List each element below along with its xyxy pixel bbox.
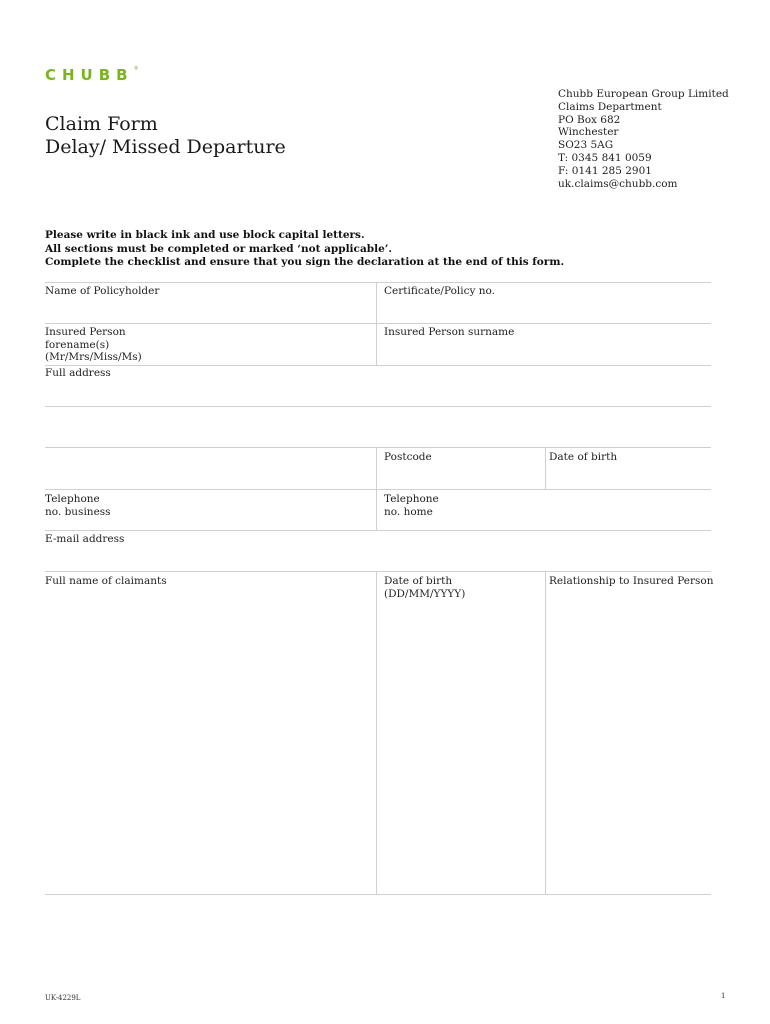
address-department: Claims Department [558, 100, 662, 113]
address-city: Winchester [558, 126, 619, 139]
label-postcode: Postcode [384, 451, 432, 463]
divider-claimants-2 [545, 571, 546, 894]
address-po-box: PO Box 682 [558, 113, 621, 126]
postcode-field[interactable] [384, 465, 544, 488]
address-postcode: SO23 5AG [558, 139, 614, 152]
certificate-no-field[interactable] [384, 299, 710, 322]
label-email: E-mail address [45, 533, 125, 545]
claimants-name-field[interactable] [45, 600, 375, 893]
rule-row-3 [45, 365, 711, 366]
form-code: UK-4229L [45, 994, 81, 1002]
date-of-birth-field[interactable] [549, 465, 710, 488]
rule-row-9 [45, 894, 711, 895]
instructions [45, 229, 564, 270]
page-number: 1 [721, 992, 726, 1000]
label-tel-home: Telephone no. home [384, 493, 439, 518]
rule-row-8 [45, 571, 711, 572]
divider-claimants-1 [376, 571, 377, 894]
email-field[interactable] [130, 531, 710, 570]
title-line-1: Claim Form [45, 113, 158, 135]
tel-home-field[interactable] [440, 490, 710, 529]
divider-policyholder [376, 282, 377, 365]
instruction-line-1: Please write in black ink and use block capital letters. [45, 229, 365, 241]
rule-row-2 [45, 323, 711, 324]
instruction-line-3: Complete the checklist and ensure that you sign the declaration at the end of this form. [45, 256, 565, 268]
insured-forename-field[interactable] [160, 326, 375, 364]
insured-surname-field[interactable] [384, 340, 710, 364]
label-date-of-birth: Date of birth [549, 451, 618, 463]
claimants-dob-field[interactable] [384, 612, 544, 893]
label-tel-business: Telephone no. business [45, 493, 111, 518]
logo-text: CHUBB [45, 66, 134, 84]
label-claimants-name: Full name of claimants [45, 575, 167, 587]
label-claimants-relationship: Relationship to Insured Person [549, 575, 714, 587]
tel-business-field[interactable] [120, 490, 375, 529]
chubb-logo [45, 66, 139, 84]
label-policyholder-name: Name of Policyholder [45, 285, 160, 297]
label-claimants-dob: Date of birth (DD/MM/YYYY) [384, 575, 466, 600]
address-email: uk.claims@chubb.com [558, 177, 678, 190]
claimants-relationship-field[interactable] [549, 600, 710, 893]
label-certificate-no: Certificate/Policy no. [384, 285, 496, 297]
address-fax: F: 0141 285 2901 [558, 164, 652, 177]
rule-row-1 [45, 282, 711, 283]
label-full-address: Full address [45, 367, 111, 379]
registered-mark: ® [133, 66, 139, 72]
address-company: Chubb European Group Limited [558, 88, 729, 100]
company-address [558, 88, 729, 190]
address-phone: T: 0345 841 0059 [558, 151, 652, 164]
instruction-line-2: All sections must be completed or marked ‘not applicable’. [45, 242, 393, 255]
title-line-2: Delay/ Missed Departure [45, 136, 286, 158]
policyholder-name-field[interactable] [45, 299, 375, 322]
form-title [45, 113, 286, 159]
label-insured-forename: Insured Person forename(s) (Mr/Mrs/Miss/Ms) [45, 326, 142, 363]
label-insured-surname: Insured Person surname [384, 326, 515, 338]
